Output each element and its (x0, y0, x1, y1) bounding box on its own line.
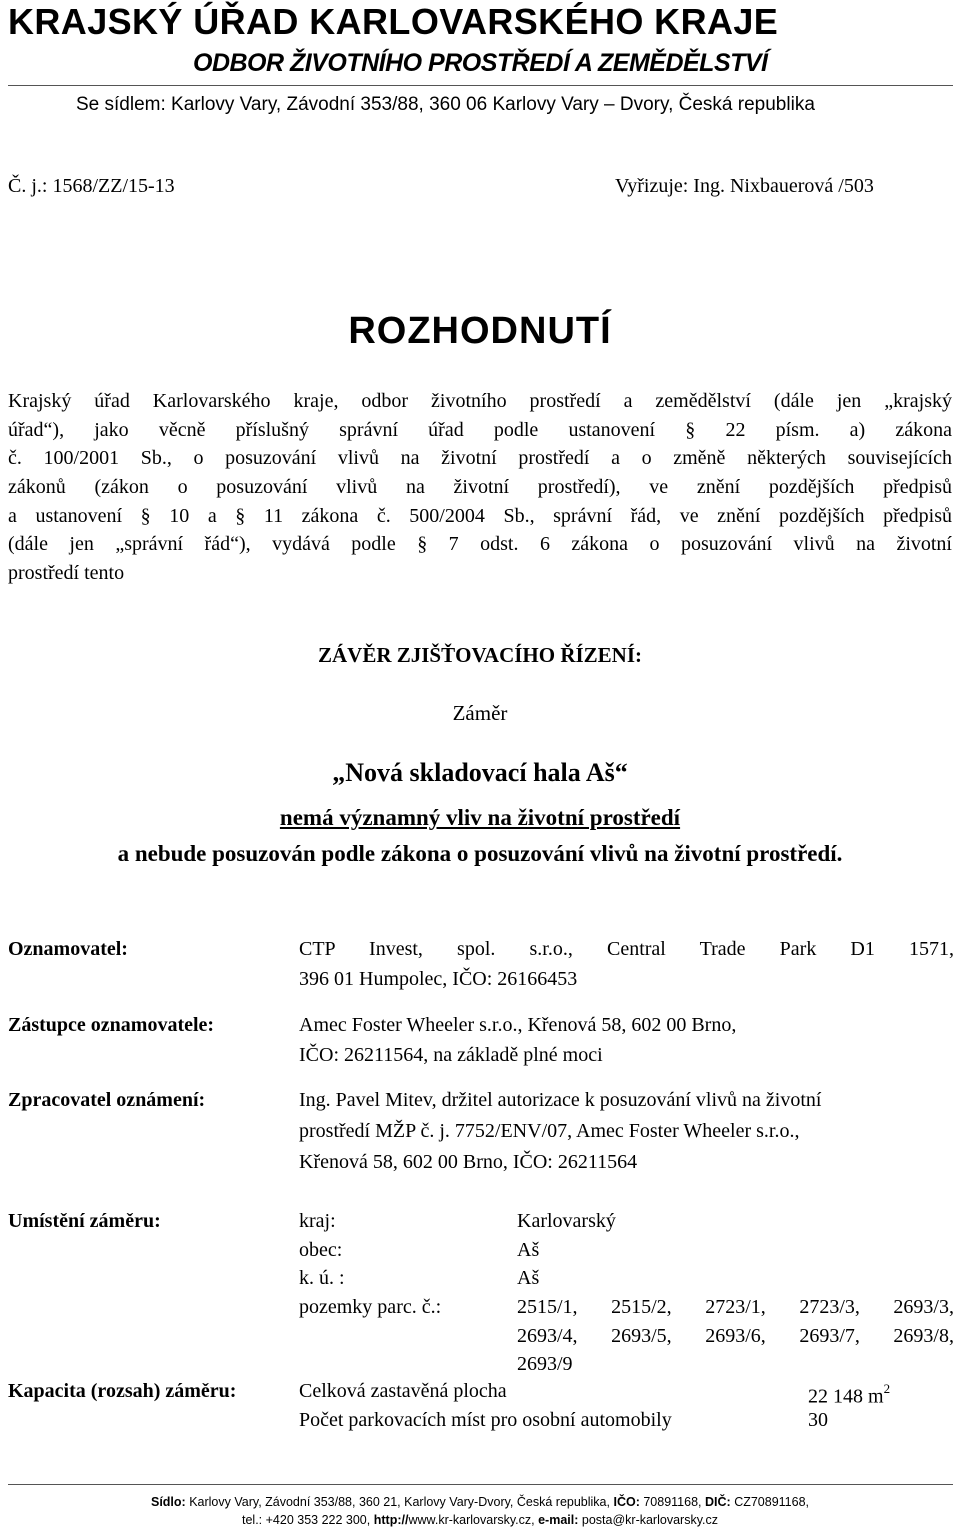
processor-line: prostředí MŽP č. j. 7752/ENV/07, Amec Foster Wheeler s.r.o., (299, 1120, 800, 1142)
municipality-value: Aš (517, 1239, 540, 1261)
footer-email-label: e-mail: (538, 1513, 579, 1527)
footer-tel: tel.: +420 353 222 300, (242, 1513, 371, 1527)
representative-line: IČO: 26211564, na základě plné moci (299, 1044, 603, 1066)
cadastral-value: Aš (517, 1267, 540, 1289)
cadastral-label: k. ú. : (299, 1267, 345, 1289)
footer-dic: CZ70891168, (734, 1495, 810, 1509)
intro-line: zákonů (zákon o posuzování vlivů na životní prostředí), ve znění pozdějších předpisů (8, 476, 952, 499)
footer-seat-label: Sídlo: (150, 1495, 186, 1509)
capacity-label: Kapacita (rozsah) záměru: (8, 1380, 237, 1402)
footer-web-link[interactable]: www.kr-karlovarsky.cz, (408, 1513, 535, 1527)
conclusion-heading: ZÁVĚR ZJIŠŤOVACÍHO ŘÍZENÍ: (317, 643, 643, 667)
parcels-label: pozemky parc. č.: (299, 1296, 442, 1318)
intro-line: č. 100/2001 Sb., o posuzování vlivů na životní prostředí a o změně některých souvisejících (8, 447, 952, 470)
verdict-line-2: a nebude posuzován podle zákona o posuzování vlivů na životní prostředí. (117, 841, 843, 866)
project-name: „Nová skladovací hala Aš“ (332, 758, 628, 787)
footer-seat: Karlovy Vary, Závodní 353/88, 360 21, Karlovy Vary-Dvory, Česká republika, (189, 1495, 610, 1509)
intro-line: úřad“), jako věcně příslušný správní úřad podle ustanovení § 22 písm. a) zákona (8, 418, 952, 441)
processor-line: Ing. Pavel Mitev, držitel autorizace k posuzování vlivů na životní (299, 1089, 822, 1111)
header-divider (8, 85, 953, 86)
office-seat: Se sídlem: Karlovy Vary, Závodní 353/88, 360 06 Karlovy Vary – Dvory, Česká republika (76, 94, 815, 115)
footer-dic-label: DIČ: (705, 1495, 731, 1509)
parcels-line: 2515/1, 2515/2, 2723/1, 2723/3, 2693/3, (517, 1296, 954, 1318)
notifier-line: CTP Invest, spol. s.r.o., Central Trade Park D1 1571, (299, 938, 954, 960)
intro-line: prostředí tento (8, 562, 125, 585)
conclusion-subheading: Záměr (452, 701, 508, 725)
parcels-value (517, 1293, 954, 1379)
built-area-unit-exponent: 2 (883, 1381, 891, 1396)
representative-line: Amec Foster Wheeler s.r.o., Křenová 58, 602 00 Brno, (299, 1014, 737, 1036)
footer-ico: 70891168, (643, 1495, 702, 1509)
parking-value: 30 (808, 1409, 828, 1431)
parcels-line: 2693/4, 2693/5, 2693/6, 2693/7, 2693/8, (517, 1324, 954, 1347)
intro-line: a ustanovení § 10 a § 11 zákona č. 500/2004 Sb., správní řád, ve znění pozdějších předpisů (8, 504, 952, 527)
region-value: Karlovarský (517, 1210, 616, 1232)
reference-number: Č. j.: 1568/ZZ/15-13 (8, 175, 175, 197)
parcels-line: 2693/9 (517, 1353, 573, 1376)
notifier-value (299, 934, 954, 994)
footer-divider (8, 1484, 953, 1485)
processor-label: Zpracovatel oznámení: (8, 1089, 206, 1111)
intro-paragraph (8, 387, 952, 588)
built-area-label: Celková zastavěná plocha (299, 1380, 507, 1402)
municipality-label: obec: (299, 1239, 343, 1261)
footer-web-label: http:// (373, 1513, 409, 1527)
office-name: KRAJSKÝ ÚŘAD KARLOVARSKÉHO KRAJE (8, 1, 779, 42)
verdict-line-1: nemá významný vliv na životní prostředí (279, 805, 681, 830)
notifier-line: 396 01 Humpolec, IČO: 26166453 (299, 968, 578, 990)
department-name: ODBOR ŽIVOTNÍHO PROSTŘEDÍ A ZEMĚDĚLSTVÍ (193, 49, 768, 77)
built-area-number: 22 148 m (808, 1385, 884, 1408)
parking-label: Počet parkovacích míst pro osobní automobily (299, 1409, 672, 1431)
intro-line: Krajský úřad Karlovarského kraje, odbor životního prostředí a zemědělství (dále jen „krajský (8, 390, 952, 412)
intro-line: (dále jen „správní řád“), vydává podle § 7 odst. 6 zákona o posuzování vlivů na životní (8, 533, 952, 556)
representative-label: Zástupce oznamovatele: (8, 1014, 215, 1036)
footer-ico-label: IČO: (613, 1495, 640, 1509)
document-title: ROZHODNUTÍ (348, 310, 612, 352)
handled-by: Vyřizuje: Ing. Nixbauerová /503 (615, 175, 874, 197)
footer-email-link[interactable]: posta@kr-karlovarsky.cz (581, 1513, 718, 1527)
location-label: Umístění záměru: (8, 1210, 161, 1232)
footer-line-1 (0, 1494, 960, 1511)
notifier-label: Oznamovatel: (8, 938, 128, 960)
region-label: kraj: (299, 1210, 336, 1232)
footer-line-2 (0, 1512, 960, 1529)
processor-line: Křenová 58, 602 00 Brno, IČO: 26211564 (299, 1151, 638, 1173)
